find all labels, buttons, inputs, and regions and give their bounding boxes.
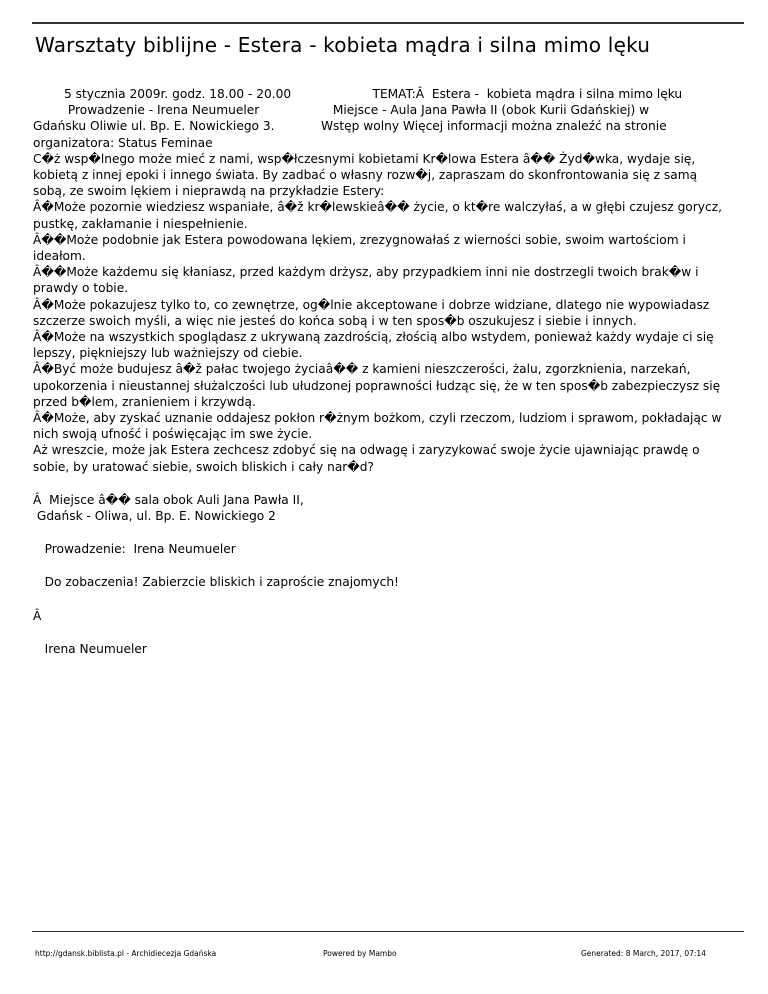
top-divider <box>32 22 744 24</box>
spacer <box>33 524 733 541</box>
footer-source-link[interactable]: http://gdansk.biblista.pl - Archidiecezja Gdańska <box>35 949 217 958</box>
closing-line: Do zobaczenia! Zabierzcie bliskich i zaproście znajomych! <box>33 575 399 590</box>
spacer <box>33 591 733 608</box>
article-paragraph: C�ż wsp�lnego może mieć z nami, wsp�łczesnymi kobietami Kr�lowa Estera â�� Żyd�wka, wydaje się, kobietą z innej epoki i innego świata. By zadbać o własny rozw�j, zapraszam do skonfrontowania się z samą sobą, ze swoim lękiem i nieprawdą na przykładzie Estery: <box>33 151 698 199</box>
article-paragraph: Â�Może pokazujesz tylko to, co zewnętrze, og�lnie akceptowane i dobrze widziane, dlatego nie wypowiadasz szczerze swoich myśli, a więc nie jesteś do końca sobą i w ten spos�b oszukujesz i siebie i innych. <box>33 297 710 328</box>
info-line: organizatora: Status Feminae <box>33 135 213 150</box>
spacer <box>33 557 733 574</box>
info-line: Gdańsku Oliwie ul. Bp. E. Nowickiego 3. Wstęp wolny Więcej informacji można znaleźć na stronie <box>33 119 667 134</box>
article-paragraph: Â�Może, aby zyskać uznanie oddajesz pokłon r�żnym bożkom, czyli rzeczom, ludziom i sprawom, pokładając w nich swoją ufność i poświęcając im swe życie. <box>33 411 722 442</box>
article-paragraph: Â�Może pozornie wiedziesz wspaniałe, â�ž kr�lewskieâ�� życie, o kt�re walczyłaś, a w głębi czujesz gorycz, pustkę, zakłamanie i niespełnienie. <box>33 200 722 231</box>
article-paragraph: Â�Może na wszystkich spoglądasz z ukrywaną zazdrością, złością albo wstydem, ponieważ każdy wydaje ci się lepszy, piękniejszy lub ważniejszy od ciebie. <box>33 330 714 361</box>
article-paragraph: Â��Może każdemu się kłaniasz, przed każdym drżysz, aby przypadkiem inni nie dostrzegli twoich brak�w i prawdy o tobie. <box>33 265 699 296</box>
footer-powered-by: Powered by Mambo <box>323 949 397 958</box>
signature-line: Irena Neumueler <box>33 641 147 656</box>
article-paragraph: Aż wreszcie, może jak Estera zechcesz zdobyć się na odwagę i zaryzykować swoje życie ujawniając prawdę o sobie, by uratować siebie, swoich bliskich i cały nar�d? <box>33 443 700 474</box>
spacer <box>33 624 733 641</box>
spacer-line: Â <box>33 608 42 623</box>
footer-generated-date: Generated: 8 March, 2017, 07:14 <box>581 949 706 958</box>
article-paragraph: Â�Być może budujesz â�ž pałac twojego życiaâ�� z kamieni nieszczerości, żalu, zgorzknienia, narzekań, upokorzenia i nieustannej służalczości lub ułudzonej poprawności łudząc się, że w ten spos�b zabezpieczysz się przed b�lem, zranieniem i krzywdą. <box>33 362 721 409</box>
host-line: Prowadzenie: Irena Neumueler <box>33 542 236 557</box>
info-line: Prowadzenie - Irena Neumueler Miejsce - Aula Jana Pawła II (obok Kurii Gdańskiej) w <box>33 103 650 118</box>
location-line: Â Miejsce â�� sala obok Auli Jana Pawła II, <box>33 492 304 507</box>
article-paragraph: Â��Może podobnie jak Estera powodowana lękiem, zrezygnowałaś z wierności sobie, swoim wartościom i ideałom. <box>33 232 686 264</box>
page-title: Warsztaty biblijne - Estera - kobieta mądra i silna mimo lęku <box>35 33 651 57</box>
article-body <box>33 86 733 657</box>
info-line: 5 stycznia 2009r. godz. 18.00 - 20.00 TEMAT:Â Estera - kobieta mądra i silna mimo lęku <box>33 87 683 101</box>
spacer <box>33 475 733 492</box>
bottom-divider <box>32 931 744 932</box>
location-line: Gdańsk - Oliwa, ul. Bp. E. Nowickiego 2 <box>33 509 276 524</box>
